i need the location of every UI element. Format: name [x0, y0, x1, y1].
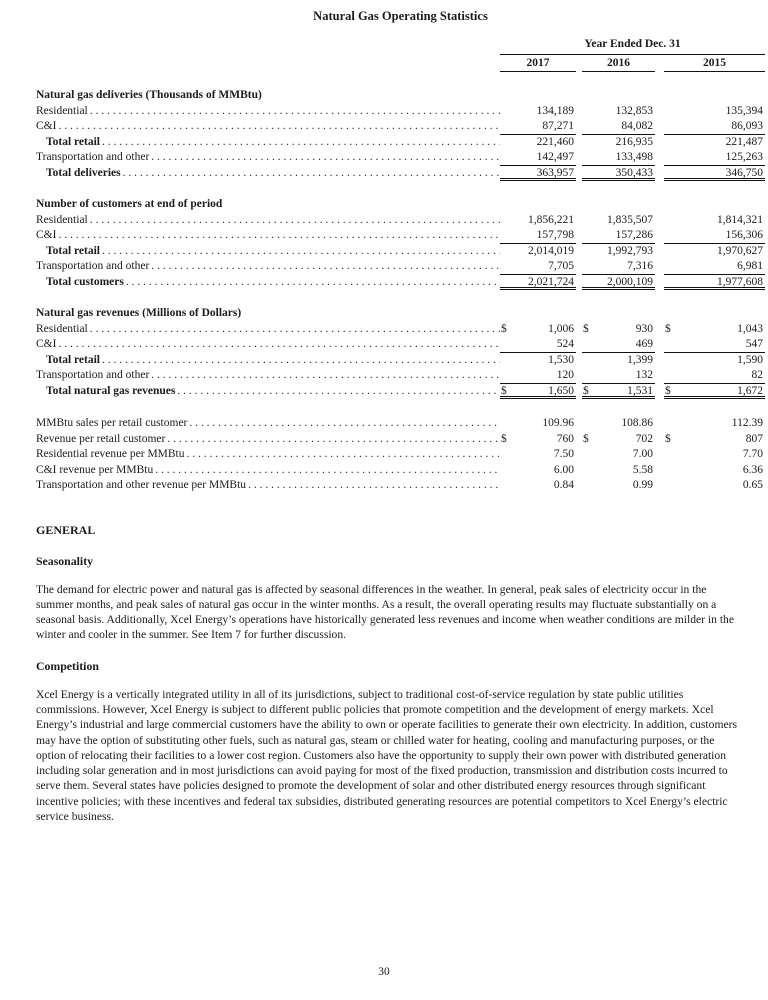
cell-value: 135,394 [725, 104, 763, 117]
cell-value: 760 [556, 432, 574, 445]
dot-leader [187, 416, 500, 432]
cell-value: 6,981 [737, 260, 763, 272]
row-label: Transportation and other revenue per MMBtu [36, 479, 247, 491]
dot-leader [149, 368, 500, 384]
row-label: Residential [36, 322, 88, 335]
value-2017 [500, 384, 576, 400]
dot-leader [56, 337, 500, 353]
dot-leader [100, 244, 500, 260]
cell-value: 156,306 [725, 229, 763, 241]
row-values [500, 244, 765, 260]
dot-leader [165, 432, 500, 448]
table-row [36, 463, 765, 479]
row-values [500, 166, 765, 182]
dot-leader [100, 353, 500, 369]
table-row [36, 337, 765, 353]
seasonality-heading: Seasonality [36, 553, 94, 568]
row-values [500, 275, 765, 291]
value-2016 [582, 275, 655, 291]
table-row [36, 119, 765, 135]
value-2016 [582, 337, 655, 353]
cell-value: 2,021,724 [528, 275, 574, 288]
cell-value: 1,590 [737, 353, 763, 366]
cell-value: 108.86 [621, 417, 653, 429]
row-label: Total retail [46, 353, 100, 366]
cell-value: 1,856,221 [528, 213, 574, 226]
row-label: Residential [36, 213, 88, 226]
value-2016 [582, 259, 655, 275]
dollar-sign: $ [501, 322, 507, 335]
cell-value: 346,750 [725, 166, 763, 179]
general-heading: GENERAL [36, 522, 96, 537]
value-2015 [664, 213, 765, 229]
value-2017 [500, 166, 576, 182]
value-2017 [500, 150, 576, 166]
cell-value: 7,705 [548, 260, 574, 272]
value-2016 [582, 104, 655, 120]
dot-leader [88, 104, 500, 120]
cell-value: 702 [635, 432, 653, 445]
row-values [500, 150, 765, 166]
cell-value: 524 [556, 338, 574, 350]
value-2016 [582, 478, 655, 494]
value-2015 [664, 384, 765, 400]
row-values [500, 368, 765, 384]
value-2017 [500, 337, 576, 353]
table-row [36, 135, 765, 151]
table-row [36, 228, 765, 244]
cell-value: 5.58 [632, 463, 653, 476]
value-2017 [500, 368, 576, 384]
cell-value: 221,460 [536, 135, 574, 148]
table-row [36, 166, 765, 182]
value-2017 [500, 463, 576, 479]
value-2016 [582, 228, 655, 244]
table-row [36, 322, 765, 338]
cell-value: 157,286 [615, 229, 653, 241]
seasonality-paragraph: The demand for electric power and natural gas is affected by seasonal differences in the weather. In general, peak sales of electricity occur in the summer months, and peak sales of natural gas occur in the winter months. As a result, the overall operating results may fluctuate substantially on a seasonal basis. Additionally, Xcel Energy’s operations have historically generated less revenues and income when weather conditions are milder in the winter and cooler in the summer. See Item 7 for further discussion. [36, 582, 734, 642]
cell-value: 0.65 [742, 479, 763, 491]
row-label: C&I [36, 338, 57, 350]
value-2015 [664, 416, 765, 432]
value-2016 [582, 244, 655, 260]
cell-value: 1,006 [548, 322, 574, 335]
year-header-row [500, 56, 765, 73]
metrics-rows [36, 416, 765, 494]
statistics-table-body [36, 88, 765, 399]
row-values [500, 228, 765, 244]
cell-value: 1,530 [548, 353, 574, 366]
cell-value: 1,399 [627, 353, 653, 366]
value-2016 [582, 166, 655, 182]
value-2017 [500, 244, 576, 260]
row-label: Residential [36, 104, 88, 117]
table-row [36, 447, 765, 463]
cell-value: 1,672 [737, 384, 763, 397]
value-2015 [664, 368, 765, 384]
row-label: Total retail [46, 135, 100, 148]
dot-leader [56, 119, 500, 135]
competition-heading: Competition [36, 658, 99, 673]
row-values [500, 104, 765, 120]
value-2016 [582, 353, 655, 369]
section-header: Natural gas deliveries (Thousands of MMBtu) [36, 89, 262, 101]
value-2016 [582, 322, 655, 338]
value-2015 [664, 228, 765, 244]
dot-leader [185, 447, 500, 463]
table-row [36, 478, 765, 494]
cell-value: 134,189 [536, 104, 574, 117]
row-values [500, 478, 765, 494]
value-2016 [582, 416, 655, 432]
value-2015 [664, 244, 765, 260]
row-values [500, 447, 765, 463]
value-2017 [500, 104, 576, 120]
cell-value: 120 [556, 369, 574, 381]
page-number: 30 [378, 966, 390, 978]
competition-paragraph: Xcel Energy is a vertically integrated utility in all of its jurisdictions, subject to traditional cost-of-service regulation by state public utilities commissions. However, Xcel Energy is subject to different public policies that promote competition and the development of energy markets. Xcel Energy’s industrial and large commercial customers have the ability to own or operate facilities to generate their own electricity. In addition, customers may have the option of substituting other fuels, such as natural gas, steam or chilled water for heating, cooling and manufacturing purposes, or the option of relocating their facilities to a lower cost region. Customers also have the opportunity to supply their own power with distributed generation including solar generation and in most jurisdictions can avoid paying for most of the fixed production, transmission and distribution costs incurred to serve them. Several states have policies designed to promote the development of solar and other distributed energy resources through significant incentive policies; with these incentives and federal tax subsidies, distributed generating resources are potential competitors to Xcel Energy’s electric service business. [36, 687, 737, 824]
value-2016 [582, 150, 655, 166]
period-label: Year Ended Dec. 31 [500, 37, 765, 55]
value-2017 [500, 416, 576, 432]
cell-value: 0.99 [632, 479, 653, 491]
table-row [36, 244, 765, 260]
cell-value: 1,043 [737, 322, 763, 335]
row-label: C&I revenue per MMBtu [36, 463, 154, 476]
cell-value: 1,970,627 [717, 244, 763, 257]
value-2016 [582, 447, 655, 463]
row-values [500, 119, 765, 135]
cell-value: 1,814,321 [717, 213, 763, 226]
cell-value: 7.50 [553, 448, 574, 460]
cell-value: 7.70 [742, 448, 763, 460]
row-label: Total customers [46, 275, 124, 288]
table-row [36, 275, 765, 291]
year-column-2016: 2016 [582, 56, 655, 73]
value-2016 [582, 368, 655, 384]
value-2017 [500, 447, 576, 463]
value-2015 [664, 275, 765, 291]
cell-value: 1,650 [548, 384, 574, 397]
row-label: Total retail [46, 244, 100, 257]
value-2016 [582, 135, 655, 151]
dollar-sign: $ [583, 384, 589, 397]
row-values [500, 135, 765, 151]
value-2016 [582, 213, 655, 229]
cell-value: 807 [745, 432, 763, 445]
row-values [500, 322, 765, 338]
cell-value: 547 [745, 338, 763, 350]
cell-value: 112.39 [731, 417, 763, 429]
statistics-table [36, 37, 765, 494]
cell-value: 84,082 [621, 120, 653, 132]
row-values [500, 337, 765, 353]
row-label: C&I [36, 229, 57, 241]
row-values [500, 432, 765, 448]
table-row [36, 384, 765, 400]
value-2017 [500, 322, 576, 338]
cell-value: 350,433 [615, 166, 653, 179]
cell-value: 363,957 [536, 166, 574, 179]
cell-value: 132 [635, 369, 653, 381]
row-values [500, 259, 765, 275]
dollar-sign: $ [583, 432, 589, 445]
row-label: C&I [36, 120, 57, 132]
cell-value: 142,497 [536, 151, 574, 163]
value-2015 [664, 166, 765, 182]
value-2015 [664, 259, 765, 275]
table-row [36, 353, 765, 369]
value-2017 [500, 353, 576, 369]
row-values [500, 463, 765, 479]
cell-value: 125,263 [725, 151, 763, 163]
table-row [36, 432, 765, 448]
row-label: Transportation and other [36, 369, 150, 381]
value-2017 [500, 228, 576, 244]
cell-value: 157,798 [536, 229, 574, 241]
value-2017 [500, 432, 576, 448]
value-2015 [664, 478, 765, 494]
cell-value: 1,835,507 [607, 213, 653, 226]
value-2016 [582, 432, 655, 448]
dot-leader [149, 150, 500, 166]
cell-value: 469 [635, 338, 653, 350]
cell-value: 1,977,608 [717, 275, 763, 288]
value-2015 [664, 447, 765, 463]
dollar-sign: $ [501, 432, 507, 445]
dot-leader [56, 228, 500, 244]
value-2015 [664, 337, 765, 353]
value-2015 [664, 135, 765, 151]
cell-value: 87,271 [542, 120, 574, 132]
value-2015 [664, 463, 765, 479]
dot-leader [153, 463, 500, 479]
dollar-sign: $ [665, 322, 671, 335]
cell-value: 6.00 [553, 463, 574, 476]
cell-value: 7.00 [632, 448, 653, 460]
cell-value: 1,992,793 [607, 244, 653, 257]
row-label: Transportation and other [36, 260, 150, 272]
section-header: Number of customers at end of period [36, 198, 223, 210]
row-values [500, 384, 765, 400]
row-values [500, 353, 765, 369]
page-title: Natural Gas Operating Statistics [313, 9, 488, 23]
row-label: MMBtu sales per retail customer [36, 417, 188, 429]
value-2015 [664, 150, 765, 166]
value-2016 [582, 463, 655, 479]
value-2017 [500, 259, 576, 275]
value-2016 [582, 384, 655, 400]
value-2015 [664, 104, 765, 120]
value-2015 [664, 322, 765, 338]
table-row [36, 368, 765, 384]
cell-value: 221,487 [725, 135, 763, 148]
table-row [36, 104, 765, 120]
value-2017 [500, 119, 576, 135]
dot-leader [175, 384, 500, 400]
dot-leader [246, 478, 500, 494]
dot-leader [149, 259, 500, 275]
cell-value: 132,853 [615, 104, 653, 117]
value-2015 [664, 432, 765, 448]
dollar-sign: $ [501, 384, 507, 397]
cell-value: 2,000,109 [607, 275, 653, 288]
value-2016 [582, 119, 655, 135]
row-label: Total deliveries [46, 166, 121, 179]
cell-value: 2,014,019 [528, 244, 574, 257]
dot-leader [88, 322, 500, 338]
value-2017 [500, 213, 576, 229]
value-2017 [500, 275, 576, 291]
dot-leader [121, 166, 500, 182]
cell-value: 133,498 [615, 151, 653, 163]
year-column-2017: 2017 [500, 56, 576, 73]
value-2017 [500, 135, 576, 151]
dollar-sign: $ [583, 322, 589, 335]
cell-value: 0.84 [553, 479, 574, 491]
table-row [36, 416, 765, 432]
row-label: Revenue per retail customer [36, 432, 166, 445]
row-label: Total natural gas revenues [46, 384, 176, 397]
cell-value: 6.36 [742, 463, 763, 476]
table-period-header [500, 37, 765, 72]
dot-leader [124, 275, 500, 291]
row-label: Transportation and other [36, 151, 150, 163]
table-row [36, 259, 765, 275]
row-values [500, 213, 765, 229]
cell-value: 86,093 [731, 120, 763, 132]
value-2015 [664, 119, 765, 135]
value-2017 [500, 478, 576, 494]
cell-value: 7,316 [627, 260, 653, 272]
section-header: Natural gas revenues (Millions of Dollars) [36, 307, 242, 319]
table-row [36, 213, 765, 229]
dot-leader [100, 135, 500, 151]
row-values [500, 416, 765, 432]
dot-leader [88, 213, 500, 229]
cell-value: 109.96 [542, 417, 574, 429]
cell-value: 1,531 [627, 384, 653, 397]
year-column-2015: 2015 [664, 56, 765, 73]
cell-value: 216,935 [615, 135, 653, 148]
value-2015 [664, 353, 765, 369]
dollar-sign: $ [665, 432, 671, 445]
table-row [36, 150, 765, 166]
row-label: Residential revenue per MMBtu [36, 448, 185, 460]
cell-value: 82 [751, 369, 763, 381]
dollar-sign: $ [665, 384, 671, 397]
cell-value: 930 [635, 322, 653, 335]
